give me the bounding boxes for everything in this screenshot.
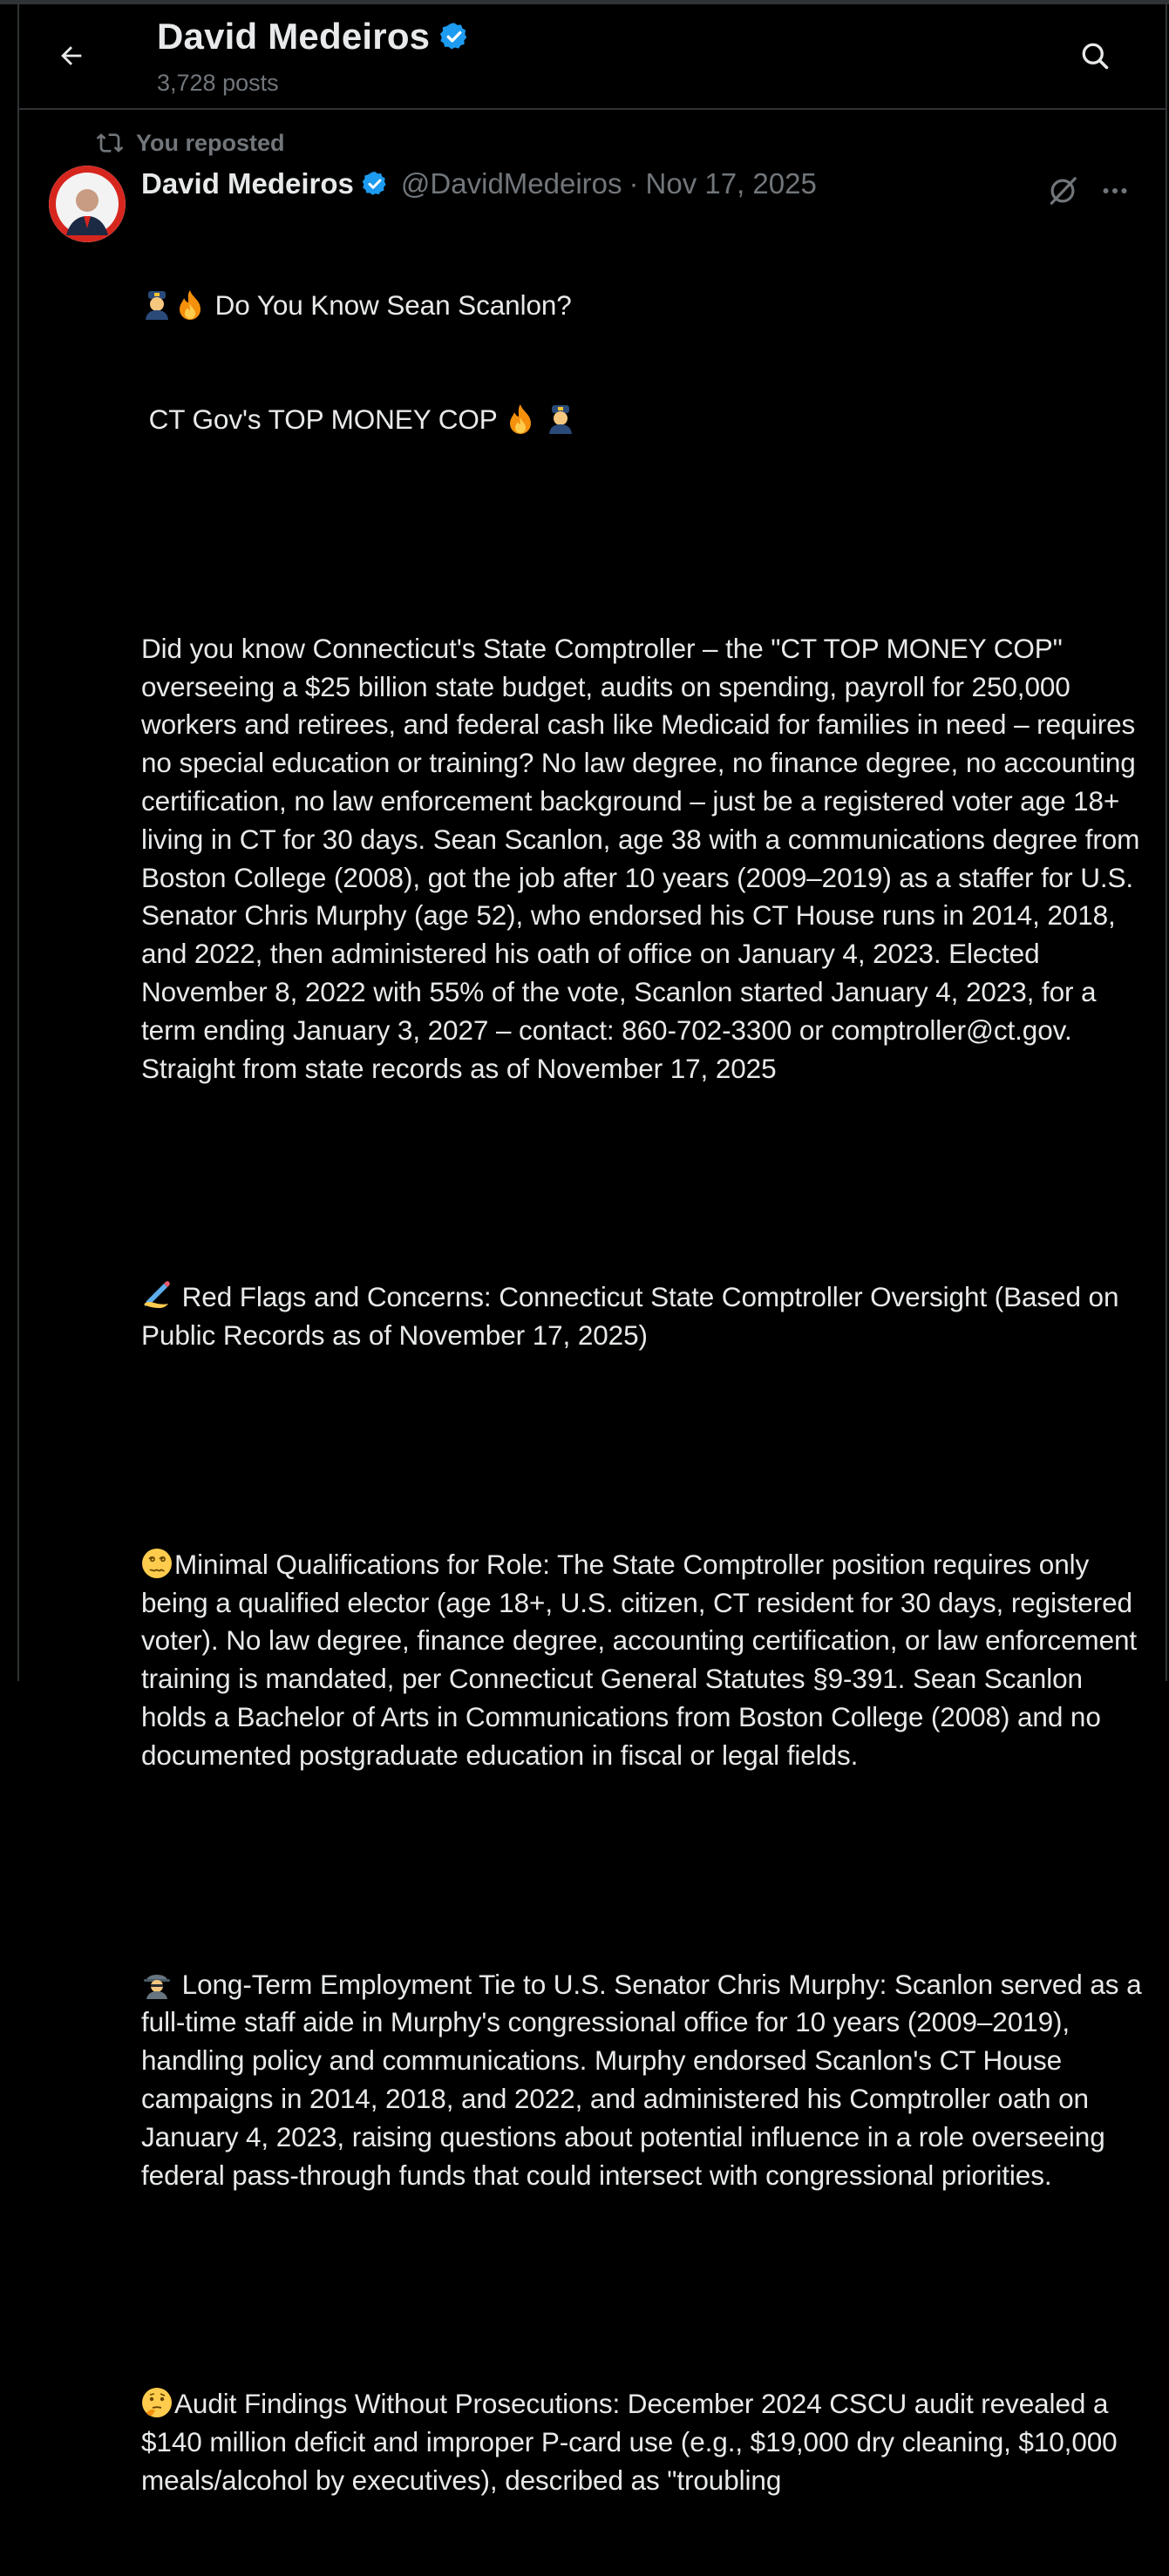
post-paragraph-2	[141, 1278, 1144, 1355]
grok-icon	[1046, 174, 1079, 207]
post-title-text-2: CT Gov's TOP MONEY COP	[148, 403, 505, 435]
post-paragraph-4-text: Long-Term Employment Tie to U.S. Senator Chris Murphy: Scanlon served as a full-time staff aide in Murphy's congressional office for 10 years (2009–2019), handling policy and communications. Murphy endorsed Scanlon's CT House campaigns in 2014, 2018, and 2022, and administered his Comptroller oath on January 4, 2023, raising questions about potential influence in a role overseeing federal pass-through funds that could intersect with congressional priorities.	[141, 1968, 1150, 2191]
repost-indicator	[96, 129, 285, 157]
paragraph-spacer	[141, 1164, 1144, 1203]
post-paragraph-2-text: Red Flags and Concerns: Connecticut State Comptroller Oversight (Based on Public Records as of November 17, 2025)	[141, 1281, 1127, 1352]
writing-hand-emoji	[141, 1280, 173, 1312]
header-title-row	[157, 16, 470, 58]
paragraph-spacer	[141, 515, 1144, 553]
post-paragraph-1: Did you know Connecticut's State Comptroller – the "CT TOP MONEY COP" overseeing a $25 billion state budget, audits on spending, payroll for 250,000 workers and retirees, and federal cash like Medicaid for families in need – requires no special education or training? No law degree, no finance degree, no accounting certification, no law enforcement background – just be a registered voter age 18+ living in CT for 30 days. Sean Scanlon, age 38 with a communications degree from Boston College (2008), got the job after 10 years (2009–2019) as a staffer for U.S. Senator Chris Murphy (age 52), who endorsed his CT House runs in 2014, 2018, and 2022, then administered his oath of office on January 4, 2023. Elected November 8, 2022 with 55% of the vote, Scanlon started January 4, 2023, for a term ending January 3, 2027 – contact: 860-702-3300 or comptroller@ct.gov. Straight from state records as of November 17, 2025	[141, 632, 1147, 1084]
page-title: David Medeiros	[157, 16, 431, 57]
paragraph-spacer	[141, 2271, 1144, 2309]
fire-emoji	[174, 288, 206, 320]
post-paragraph-3	[141, 1546, 1144, 1775]
more-options-button[interactable]	[1093, 169, 1137, 213]
timeline-column	[17, 3, 1167, 2497]
detective-emoji	[141, 1968, 173, 1999]
dizzy-face-emoji	[141, 1548, 173, 1579]
post-timestamp[interactable]: Nov 17, 2025	[645, 167, 817, 200]
post-paragraph-3-text: Minimal Qualifications for Role: The State Comptroller position requires only being a qualified elector (age 18+, U.S. citizen, CT resident for 30 days, registered voter). No law degree, finance degree, accounting certification, or law enforcement training is mandated, per Connecticut General Statutes §9-391. Sean Scanlon holds a Bachelor of Arts in Communications from Boston College (2008) and no documented postgraduate education in fiscal or legal fields.	[141, 1548, 1145, 1771]
search-button[interactable]	[1072, 33, 1118, 78]
post-title-line-1	[141, 287, 1144, 325]
avatar-image	[49, 166, 126, 242]
grok-button[interactable]	[1041, 169, 1084, 213]
post-count: 3,728 posts	[157, 70, 279, 96]
paragraph-spacer	[141, 1432, 1144, 1470]
repost-icon	[96, 129, 124, 157]
post-handle[interactable]: @DavidMedeiros	[400, 167, 622, 200]
back-button[interactable]	[52, 37, 91, 75]
arrow-left-icon	[57, 41, 86, 71]
separator-dot: ·	[629, 167, 639, 200]
post-paragraph-5	[141, 2385, 1144, 2499]
police-officer-emoji	[545, 403, 576, 434]
post-paragraph-4	[141, 1966, 1150, 2195]
post-text	[141, 210, 1150, 2576]
search-icon	[1079, 40, 1111, 71]
post-paragraph-5-text: Audit Findings Without Prosecutions: December 2024 CSCU audit revealed a $140 million deficit and improper P-card use (e.g., $19,000 dry cleaning, $10,000 meals/alcohol by executives), described as "troubling	[141, 2388, 1125, 2497]
police-officer-emoji	[141, 288, 173, 320]
more-dots-icon	[1099, 175, 1131, 207]
verified-badge-icon	[361, 170, 389, 198]
thinking-face-emoji	[141, 2387, 173, 2418]
post-title-line-2	[141, 401, 1144, 439]
repost-label: You reposted	[136, 129, 285, 156]
profile-header	[19, 3, 1166, 110]
fire-emoji	[505, 403, 536, 434]
verified-badge-icon	[438, 21, 470, 52]
post-author-name[interactable]: David Medeiros	[141, 167, 354, 200]
avatar[interactable]	[49, 166, 126, 242]
post-header	[141, 167, 817, 200]
post-title-text-1: Do You Know Sean Scanlon?	[207, 288, 572, 321]
paragraph-spacer	[141, 1851, 1144, 1889]
